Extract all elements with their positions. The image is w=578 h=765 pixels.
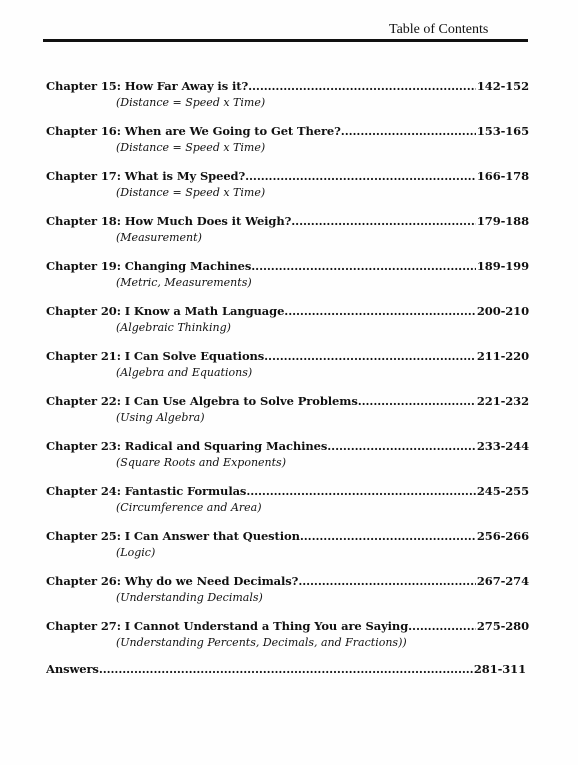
page-header-title: Table of Contents xyxy=(389,22,489,37)
toc-entry-pages: 189-199 xyxy=(476,259,529,273)
toc-entry-subtitle: (Using Algebra) xyxy=(116,411,205,424)
dot-leader xyxy=(291,213,476,230)
toc-entry-pages: 179-188 xyxy=(476,214,529,228)
dot-leader xyxy=(248,78,476,95)
toc-entry-subtitle: (Distance = Speed x Time) xyxy=(116,186,266,199)
toc-entry-pages: 221-232 xyxy=(476,394,529,408)
toc-entry-chapter-25 xyxy=(46,528,529,560)
table-of-contents xyxy=(46,78,529,678)
toc-entry-subtitle: (Algebra and Equations) xyxy=(116,366,253,379)
dot-leader xyxy=(300,528,476,545)
toc-entry-pages: 211-220 xyxy=(476,349,529,363)
toc-entry-title: Chapter 25: I Can Answer that Question xyxy=(46,529,300,543)
toc-entry-title: Chapter 24: Fantastic Formulas xyxy=(46,484,247,498)
toc-entry-title: Chapter 19: Changing Machines xyxy=(46,259,252,273)
toc-entry-title: Chapter 23: Radical and Squaring Machines xyxy=(46,439,328,453)
dot-leader xyxy=(327,438,476,455)
dot-leader xyxy=(408,618,476,635)
toc-entry-pages: 256-266 xyxy=(476,529,529,543)
toc-entry-pages: 200-210 xyxy=(476,304,529,318)
toc-entry-chapter-20 xyxy=(46,303,529,335)
toc-entry-pages: 142-152 xyxy=(476,79,529,93)
toc-entry-subtitle: (Distance = Speed x Time) xyxy=(116,96,266,109)
dot-leader xyxy=(99,661,473,678)
toc-entry-title: Chapter 21: I Can Solve Equations xyxy=(46,349,265,363)
toc-entry-pages: 267-274 xyxy=(476,574,529,588)
toc-entry-title: Chapter 16: When are We Going to Get There? xyxy=(46,124,341,138)
dot-leader xyxy=(341,123,476,140)
toc-entry-chapter-22 xyxy=(46,393,529,425)
toc-entry-subtitle: (Understanding Percents, Decimals, and Fractions)) xyxy=(116,636,407,649)
toc-entry-chapter-17 xyxy=(46,168,529,200)
toc-entry-subtitle: (Logic) xyxy=(116,546,156,559)
dot-leader xyxy=(251,258,476,275)
toc-entry-title: Chapter 20: I Know a Math Language xyxy=(46,304,285,318)
header-rule xyxy=(43,39,528,42)
dot-leader xyxy=(298,573,476,590)
toc-entry-title: Chapter 18: How Much Does it Weigh? xyxy=(46,214,292,228)
toc-entry-title: Chapter 15: How Far Away is it? xyxy=(46,79,249,93)
toc-entry-subtitle: (Algebraic Thinking) xyxy=(116,321,231,334)
toc-entry-title: Chapter 27: I Cannot Understand a Thing You are Saying xyxy=(46,619,409,633)
toc-entry-chapter-24 xyxy=(46,483,529,515)
toc-entry-chapter-26 xyxy=(46,573,529,605)
dot-leader xyxy=(358,393,476,410)
toc-entry-chapter-19 xyxy=(46,258,529,290)
toc-entry-pages: 275-280 xyxy=(476,619,529,633)
toc-entry-subtitle: (Distance = Speed x Time) xyxy=(116,141,266,154)
toc-entry-title: Chapter 22: I Can Use Algebra to Solve Problems xyxy=(46,394,358,408)
toc-entry-title: Chapter 26: Why do we Need Decimals? xyxy=(46,574,299,588)
toc-entry-chapter-21 xyxy=(46,348,529,380)
toc-entry-pages: 233-244 xyxy=(476,439,529,453)
toc-entry-subtitle: (Understanding Decimals) xyxy=(116,591,263,604)
toc-entry-chapter-18 xyxy=(46,213,529,245)
toc-entry-title: Chapter 17: What is My Speed? xyxy=(46,169,246,183)
toc-entry-chapter-27 xyxy=(46,618,529,650)
toc-entry-subtitle: (Square Roots and Exponents) xyxy=(116,456,286,469)
dot-leader xyxy=(284,303,476,320)
dot-leader xyxy=(246,483,476,500)
toc-entry-answers xyxy=(46,661,529,678)
dot-leader xyxy=(245,168,476,185)
toc-entry-pages: 153-165 xyxy=(476,124,529,138)
toc-entry-subtitle: (Measurement) xyxy=(116,231,202,244)
toc-entry-title: Answers xyxy=(46,662,99,676)
toc-entry-chapter-15 xyxy=(46,78,529,110)
toc-entry-pages: 281-311 xyxy=(473,662,526,676)
toc-entry-subtitle: (Circumference and Area) xyxy=(116,501,262,514)
toc-entry-pages: 245-255 xyxy=(476,484,529,498)
toc-entry-chapter-23 xyxy=(46,438,529,470)
toc-entry-pages: 166-178 xyxy=(476,169,529,183)
dot-leader xyxy=(264,348,476,365)
toc-entry-chapter-16 xyxy=(46,123,529,155)
toc-entry-subtitle: (Metric, Measurements) xyxy=(116,276,252,289)
